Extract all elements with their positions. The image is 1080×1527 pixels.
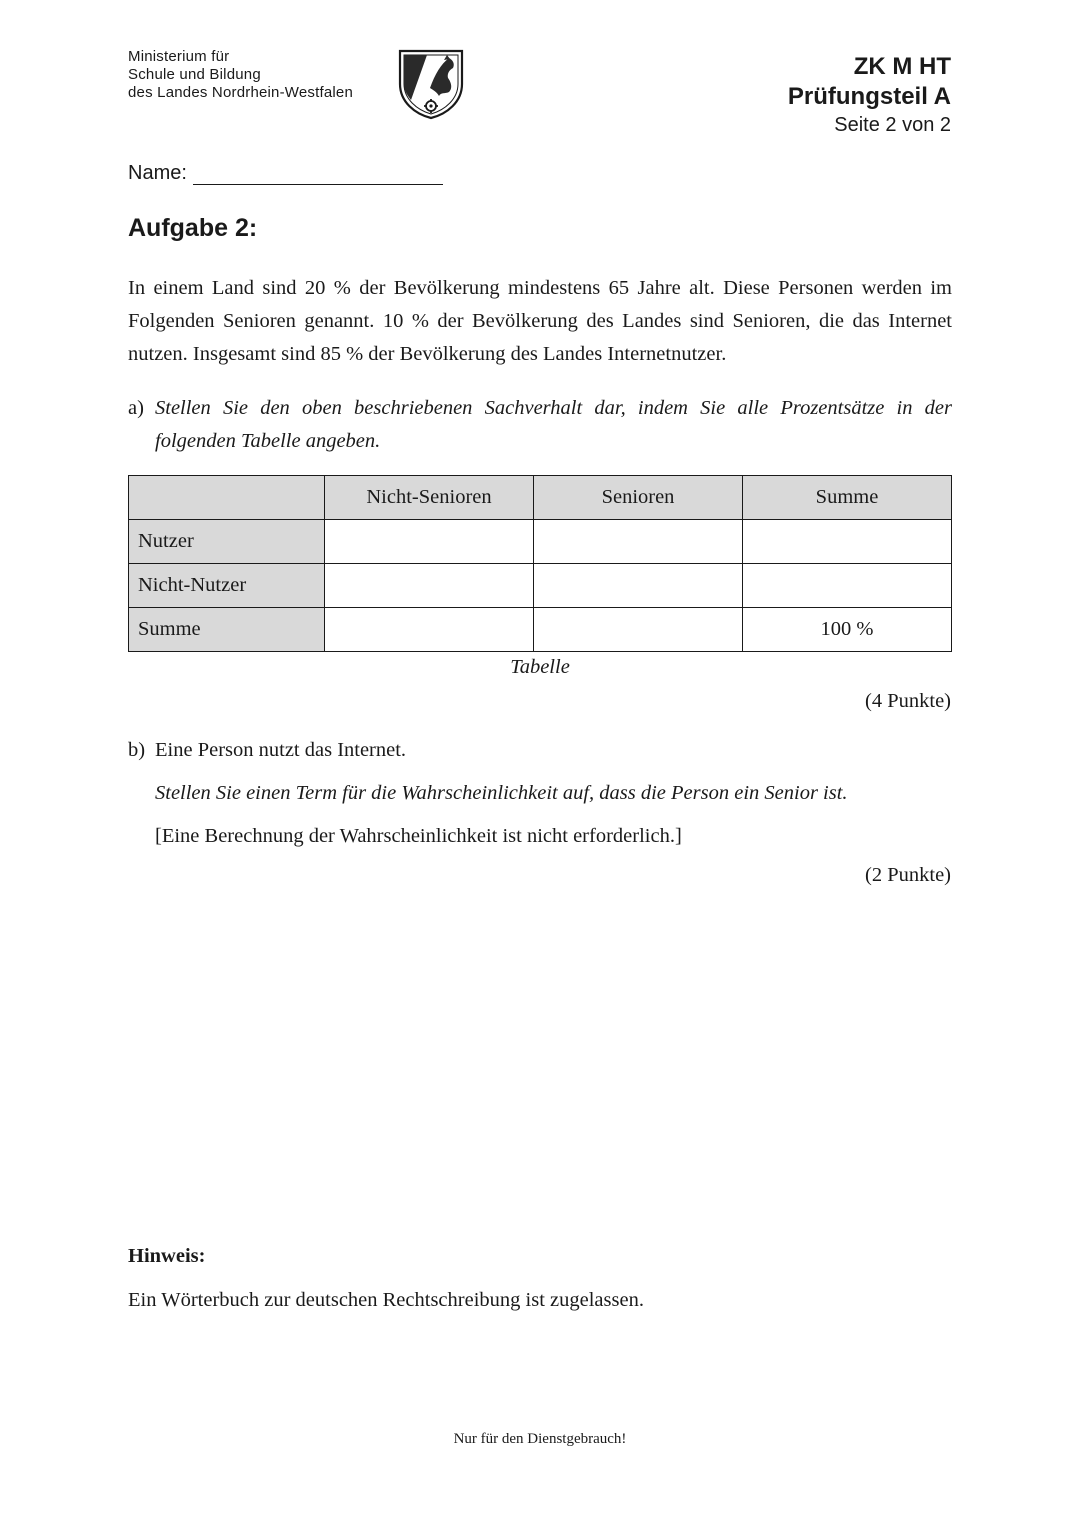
nrw-coat-of-arms-icon <box>397 48 465 120</box>
table-row-label: Nicht-Nutzer <box>129 564 325 608</box>
name-field <box>128 162 443 185</box>
table-row <box>129 564 952 608</box>
table-cell <box>743 520 952 564</box>
part-a-points: (4 Punkte) <box>865 690 951 712</box>
name-blank-line <box>193 162 443 185</box>
part-b-body <box>155 734 952 853</box>
table-header-cell <box>129 476 325 520</box>
part-b-points: (2 Punkte) <box>865 864 951 886</box>
table-cell <box>325 564 534 608</box>
name-label: Name: <box>128 162 187 184</box>
ministry-line: des Landes Nordrhein-Westfalen <box>128 84 354 101</box>
table-row-label: Nutzer <box>129 520 325 564</box>
task-title: Aufgabe 2: <box>128 214 258 242</box>
part-a-label: a) <box>128 397 144 419</box>
exam-header <box>788 52 951 138</box>
task-intro: In einem Land sind 20 % der Bevölkerung mindestens 65 Jahre alt. Diese Personen werden im Folgenden Senioren genannt. 10 % der Bevölkerung des Landes sind Senioren, die das Internet nutzen. Insgesamt sind 85 % der Bevölkerung des Landes Internetnutzer. <box>128 277 952 365</box>
table-header-cell: Senioren <box>534 476 743 520</box>
table-header-cell: Summe <box>743 476 952 520</box>
footer-note: Nur für den Dienstgebrauch! <box>453 1431 627 1447</box>
table-cell <box>534 564 743 608</box>
table-cell <box>534 520 743 564</box>
exam-code: ZK M HT <box>853 53 951 80</box>
hint-text: Ein Wörterbuch zur deutschen Rechtschreibung ist zugelassen. <box>128 1289 644 1311</box>
table-header-cell: Nicht-Senioren <box>325 476 534 520</box>
part-a <box>128 392 952 458</box>
part-b-label: b) <box>128 739 146 761</box>
hint-title: Hinweis: <box>128 1245 206 1267</box>
part-b-instruction: Stellen Sie einen Term für die Wahrscheinlichkeit auf, dass die Person ein Senior ist. <box>155 782 848 804</box>
exam-part: Prüfungsteil A <box>787 83 951 110</box>
percentage-table <box>128 475 952 652</box>
page-info: Seite 2 von 2 <box>834 114 951 136</box>
table-cell: 100 % <box>743 608 952 652</box>
ministry-line: Schule und Bildung <box>128 66 261 83</box>
table-row-label: Summe <box>129 608 325 652</box>
part-b <box>128 734 952 863</box>
table-cell <box>743 564 952 608</box>
table-caption: Tabelle <box>510 656 570 678</box>
ministry-line: Ministerium für <box>128 48 230 65</box>
table-row <box>129 520 952 564</box>
part-b-line1: Eine Person nutzt das Internet. <box>155 739 407 761</box>
table-cell <box>325 608 534 652</box>
table-cell <box>534 608 743 652</box>
ministry-name <box>128 48 353 102</box>
table-cell <box>325 520 534 564</box>
part-b-note: [Eine Berechnung der Wahrscheinlichkeit ist nicht erforderlich.] <box>155 825 682 847</box>
table-row <box>129 608 952 652</box>
part-a-instruction: Stellen Sie den oben beschriebenen Sachverhalt dar, indem Sie alle Prozentsätze in der folgenden Tabelle angeben. <box>155 397 952 452</box>
table-header-row <box>129 476 952 520</box>
